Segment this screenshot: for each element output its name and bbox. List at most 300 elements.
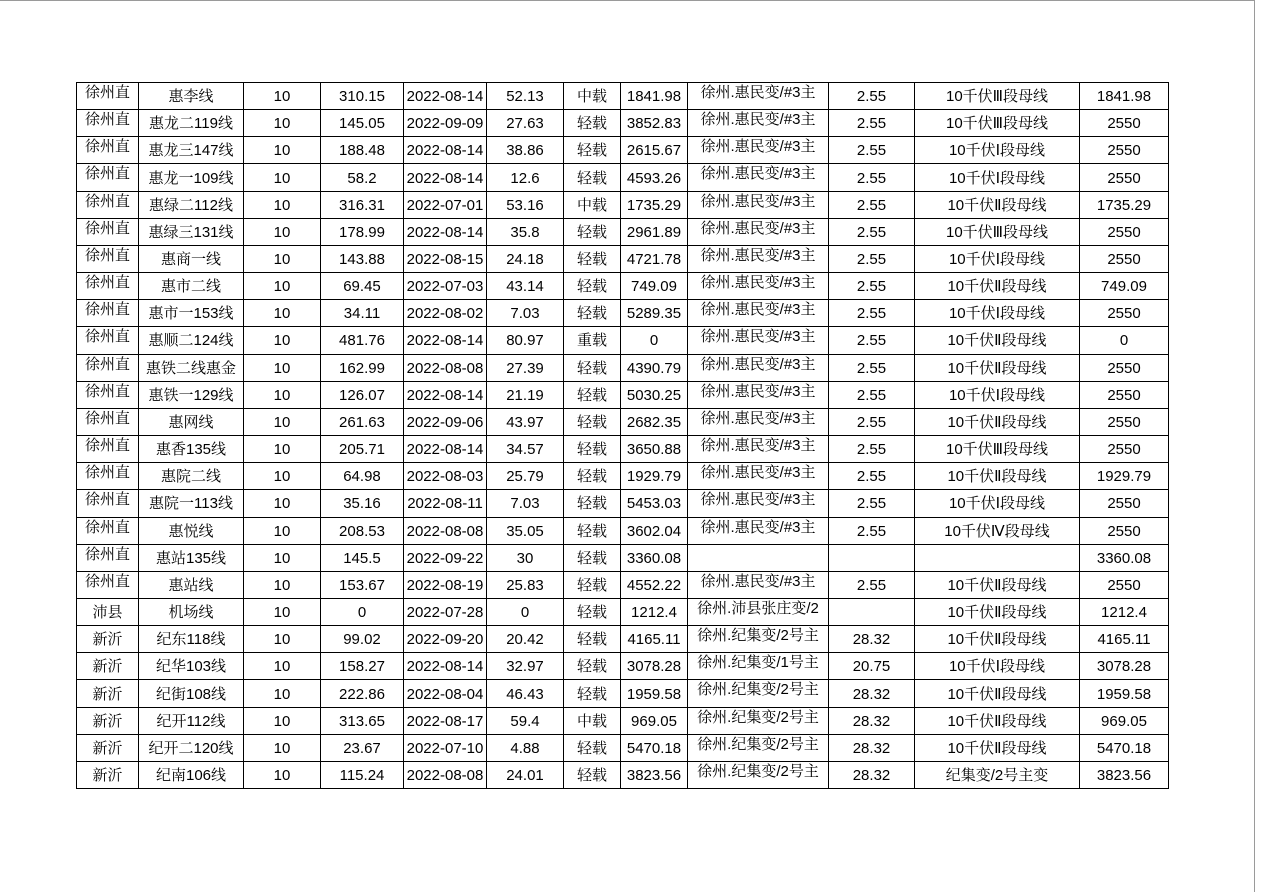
cell-load-rate: 12.6 (487, 164, 564, 191)
cell-line-name: 惠网线 (139, 409, 244, 436)
cell-date: 2022-09-06 (404, 409, 487, 436)
cell-date: 2022-08-02 (404, 300, 487, 327)
cell-date: 2022-07-28 (404, 599, 487, 626)
table-row (77, 708, 1169, 735)
cell-value-b: 969.05 (621, 708, 688, 735)
cell-value-a: 126.07 (321, 382, 404, 409)
table-row (77, 164, 1169, 191)
table-row (77, 436, 1169, 463)
cell-load-status: 轻载 (564, 735, 621, 762)
cell-load-rate: 24.01 (487, 762, 564, 789)
cell-substation: 徐州.惠民变/#3主 (688, 436, 829, 463)
cell-bus: 10千伏Ⅱ段母线 (915, 463, 1080, 490)
cell-date: 2022-08-14 (404, 436, 487, 463)
cell-area: 徐州直 (77, 192, 139, 219)
cell-load-rate: 43.14 (487, 273, 564, 300)
cell-date: 2022-08-04 (404, 680, 487, 707)
cell-load-status: 轻载 (564, 355, 621, 382)
cell-date: 2022-08-14 (404, 653, 487, 680)
cell-value-b: 2961.89 (621, 219, 688, 246)
cell-value-c: 2.55 (829, 273, 915, 300)
cell-load-rate: 27.63 (487, 110, 564, 137)
cell-area: 徐州直 (77, 110, 139, 137)
cell-area: 徐州直 (77, 463, 139, 490)
cell-area: 徐州直 (77, 83, 139, 110)
cell-value-c: 2.55 (829, 137, 915, 164)
cell-load-status: 轻载 (564, 273, 621, 300)
table-row (77, 246, 1169, 273)
cell-area: 徐州直 (77, 355, 139, 382)
cell-value-d: 5470.18 (1080, 735, 1169, 762)
cell-value-d: 1959.58 (1080, 680, 1169, 707)
cell-substation: 徐州.纪集变/2号主 (688, 762, 829, 789)
cell-value-a: 162.99 (321, 355, 404, 382)
cell-value-b: 3823.56 (621, 762, 688, 789)
cell-value-d: 1212.4 (1080, 599, 1169, 626)
cell-load-rate: 52.13 (487, 83, 564, 110)
table-row (77, 653, 1169, 680)
cell-load-rate: 25.83 (487, 572, 564, 599)
cell-value-a: 481.76 (321, 327, 404, 354)
cell-value-d: 3078.28 (1080, 653, 1169, 680)
cell-voltage: 10 (244, 110, 321, 137)
cell-bus: 10千伏Ⅰ段母线 (915, 300, 1080, 327)
cell-line-name: 惠悦线 (139, 518, 244, 545)
cell-value-a: 222.86 (321, 680, 404, 707)
cell-date: 2022-08-17 (404, 708, 487, 735)
cell-value-c: 2.55 (829, 219, 915, 246)
table-row (77, 219, 1169, 246)
cell-value-c: 2.55 (829, 436, 915, 463)
cell-substation: 徐州.惠民变/#3主 (688, 518, 829, 545)
cell-date: 2022-09-20 (404, 626, 487, 653)
cell-line-name: 惠顺二124线 (139, 327, 244, 354)
cell-substation: 徐州.惠民变/#3主 (688, 110, 829, 137)
cell-load-status: 重载 (564, 327, 621, 354)
table-row (77, 626, 1169, 653)
table-row (77, 273, 1169, 300)
cell-bus: 10千伏Ⅱ段母线 (915, 327, 1080, 354)
cell-load-status: 轻载 (564, 490, 621, 517)
cell-value-b: 0 (621, 327, 688, 354)
cell-load-rate: 53.16 (487, 192, 564, 219)
table-row (77, 355, 1169, 382)
cell-value-b: 4593.26 (621, 164, 688, 191)
cell-date: 2022-08-11 (404, 490, 487, 517)
table-row (77, 137, 1169, 164)
cell-line-name: 机场线 (139, 599, 244, 626)
cell-value-b: 2682.35 (621, 409, 688, 436)
cell-area: 徐州直 (77, 246, 139, 273)
cell-value-a: 145.5 (321, 545, 404, 572)
cell-bus: 10千伏Ⅱ段母线 (915, 273, 1080, 300)
cell-area: 徐州直 (77, 327, 139, 354)
cell-value-c: 2.55 (829, 490, 915, 517)
cell-load-status: 中载 (564, 708, 621, 735)
cell-line-name: 惠绿三131线 (139, 219, 244, 246)
cell-value-a: 23.67 (321, 735, 404, 762)
cell-value-a: 316.31 (321, 192, 404, 219)
cell-voltage: 10 (244, 300, 321, 327)
cell-line-name: 纪南106线 (139, 762, 244, 789)
cell-load-rate: 34.57 (487, 436, 564, 463)
cell-value-d: 969.05 (1080, 708, 1169, 735)
table-row (77, 735, 1169, 762)
cell-bus: 10千伏Ⅰ段母线 (915, 490, 1080, 517)
cell-load-rate: 32.97 (487, 653, 564, 680)
cell-date: 2022-08-14 (404, 327, 487, 354)
cell-substation: 徐州.惠民变/#3主 (688, 382, 829, 409)
cell-load-status: 轻载 (564, 545, 621, 572)
cell-substation: 徐州.惠民变/#3主 (688, 83, 829, 110)
cell-load-status: 轻载 (564, 409, 621, 436)
cell-voltage: 10 (244, 572, 321, 599)
cell-voltage: 10 (244, 327, 321, 354)
cell-substation: 徐州.惠民变/#3主 (688, 273, 829, 300)
cell-load-rate: 21.19 (487, 382, 564, 409)
cell-area: 新沂 (77, 735, 139, 762)
cell-value-d: 4165.11 (1080, 626, 1169, 653)
cell-value-a: 99.02 (321, 626, 404, 653)
cell-value-a: 153.67 (321, 572, 404, 599)
cell-value-c: 20.75 (829, 653, 915, 680)
cell-substation: 徐州.惠民变/#3主 (688, 327, 829, 354)
cell-voltage: 10 (244, 83, 321, 110)
cell-value-b: 3360.08 (621, 545, 688, 572)
cell-load-rate: 38.86 (487, 137, 564, 164)
cell-bus (915, 545, 1080, 572)
cell-load-rate: 7.03 (487, 300, 564, 327)
cell-line-name: 惠市一153线 (139, 300, 244, 327)
cell-value-c: 28.32 (829, 708, 915, 735)
cell-date: 2022-08-14 (404, 164, 487, 191)
cell-value-d: 2550 (1080, 246, 1169, 273)
cell-bus: 10千伏Ⅳ段母线 (915, 518, 1080, 545)
cell-bus: 10千伏Ⅱ段母线 (915, 735, 1080, 762)
cell-bus: 10千伏Ⅲ段母线 (915, 83, 1080, 110)
cell-voltage: 10 (244, 382, 321, 409)
cell-area: 徐州直 (77, 300, 139, 327)
cell-line-name: 惠绿二112线 (139, 192, 244, 219)
cell-load-rate: 4.88 (487, 735, 564, 762)
cell-date: 2022-08-08 (404, 762, 487, 789)
cell-date: 2022-09-22 (404, 545, 487, 572)
cell-area: 徐州直 (77, 164, 139, 191)
cell-load-status: 轻载 (564, 164, 621, 191)
cell-line-name: 惠铁二线惠金 (139, 355, 244, 382)
cell-date: 2022-08-03 (404, 463, 487, 490)
cell-line-name: 惠龙一109线 (139, 164, 244, 191)
cell-substation: 徐州.惠民变/#3主 (688, 463, 829, 490)
cell-area: 徐州直 (77, 545, 139, 572)
table-row (77, 192, 1169, 219)
cell-voltage: 10 (244, 192, 321, 219)
cell-voltage: 10 (244, 164, 321, 191)
cell-line-name: 惠李线 (139, 83, 244, 110)
cell-bus: 10千伏Ⅰ段母线 (915, 137, 1080, 164)
table-row (77, 382, 1169, 409)
cell-bus: 10千伏Ⅰ段母线 (915, 246, 1080, 273)
table-row (77, 463, 1169, 490)
cell-bus: 10千伏Ⅲ段母线 (915, 436, 1080, 463)
cell-line-name: 惠站线 (139, 572, 244, 599)
cell-bus: 10千伏Ⅱ段母线 (915, 355, 1080, 382)
cell-date: 2022-07-10 (404, 735, 487, 762)
cell-line-name: 惠院一113线 (139, 490, 244, 517)
cell-bus: 10千伏Ⅲ段母线 (915, 110, 1080, 137)
cell-load-status: 轻载 (564, 599, 621, 626)
cell-date: 2022-09-09 (404, 110, 487, 137)
cell-value-d: 749.09 (1080, 273, 1169, 300)
cell-substation: 徐州.纪集变/1号主 (688, 653, 829, 680)
cell-load-rate: 43.97 (487, 409, 564, 436)
cell-load-status: 轻载 (564, 246, 621, 273)
cell-value-d: 2550 (1080, 490, 1169, 517)
cell-line-name: 纪开112线 (139, 708, 244, 735)
cell-value-d: 2550 (1080, 436, 1169, 463)
cell-value-c: 2.55 (829, 83, 915, 110)
cell-value-b: 3602.04 (621, 518, 688, 545)
table-row (77, 110, 1169, 137)
cell-bus: 10千伏Ⅱ段母线 (915, 626, 1080, 653)
cell-load-status: 轻载 (564, 762, 621, 789)
cell-area: 新沂 (77, 626, 139, 653)
cell-bus: 10千伏Ⅲ段母线 (915, 219, 1080, 246)
cell-date: 2022-08-14 (404, 382, 487, 409)
cell-voltage: 10 (244, 518, 321, 545)
cell-line-name: 惠市二线 (139, 273, 244, 300)
cell-load-rate: 80.97 (487, 327, 564, 354)
cell-value-b: 5289.35 (621, 300, 688, 327)
cell-area: 徐州直 (77, 273, 139, 300)
cell-value-d: 3823.56 (1080, 762, 1169, 789)
cell-line-name: 惠院二线 (139, 463, 244, 490)
cell-value-c: 2.55 (829, 355, 915, 382)
cell-substation: 徐州.纪集变/2号主 (688, 626, 829, 653)
cell-bus: 10千伏Ⅰ段母线 (915, 653, 1080, 680)
cell-voltage: 10 (244, 355, 321, 382)
cell-value-d: 3360.08 (1080, 545, 1169, 572)
cell-area: 徐州直 (77, 572, 139, 599)
cell-value-c: 2.55 (829, 300, 915, 327)
cell-value-b: 2615.67 (621, 137, 688, 164)
cell-area: 徐州直 (77, 518, 139, 545)
cell-line-name: 惠香135线 (139, 436, 244, 463)
cell-substation: 徐州.沛县张庄变/2 (688, 599, 829, 626)
cell-substation: 徐州.纪集变/2号主 (688, 680, 829, 707)
cell-value-d: 2550 (1080, 164, 1169, 191)
cell-bus: 10千伏Ⅱ段母线 (915, 572, 1080, 599)
cell-date: 2022-08-14 (404, 219, 487, 246)
cell-date: 2022-08-08 (404, 355, 487, 382)
cell-value-b: 4165.11 (621, 626, 688, 653)
cell-load-rate: 25.79 (487, 463, 564, 490)
cell-value-b: 4552.22 (621, 572, 688, 599)
cell-value-d: 2550 (1080, 110, 1169, 137)
cell-substation: 徐州.惠民变/#3主 (688, 490, 829, 517)
table-row (77, 409, 1169, 436)
cell-value-d: 2550 (1080, 300, 1169, 327)
cell-voltage: 10 (244, 680, 321, 707)
cell-date: 2022-08-15 (404, 246, 487, 273)
cell-value-b: 1735.29 (621, 192, 688, 219)
cell-value-c (829, 599, 915, 626)
cell-substation: 徐州.惠民变/#3主 (688, 355, 829, 382)
cell-area: 沛县 (77, 599, 139, 626)
cell-bus: 10千伏Ⅱ段母线 (915, 409, 1080, 436)
cell-bus: 10千伏Ⅱ段母线 (915, 599, 1080, 626)
cell-value-d: 2550 (1080, 219, 1169, 246)
cell-value-d: 1841.98 (1080, 83, 1169, 110)
cell-voltage: 10 (244, 490, 321, 517)
cell-area: 徐州直 (77, 137, 139, 164)
cell-value-b: 1959.58 (621, 680, 688, 707)
cell-value-a: 261.63 (321, 409, 404, 436)
cell-voltage: 10 (244, 762, 321, 789)
cell-load-rate: 30 (487, 545, 564, 572)
table-row (77, 680, 1169, 707)
cell-value-a: 115.24 (321, 762, 404, 789)
cell-bus: 10千伏Ⅱ段母线 (915, 708, 1080, 735)
table-row (77, 327, 1169, 354)
cell-value-a: 64.98 (321, 463, 404, 490)
cell-area: 新沂 (77, 653, 139, 680)
cell-value-a: 188.48 (321, 137, 404, 164)
cell-voltage: 10 (244, 219, 321, 246)
cell-voltage: 10 (244, 463, 321, 490)
cell-value-b: 5470.18 (621, 735, 688, 762)
cell-value-c: 2.55 (829, 110, 915, 137)
cell-bus: 10千伏Ⅱ段母线 (915, 192, 1080, 219)
cell-value-c: 2.55 (829, 409, 915, 436)
cell-substation: 徐州.惠民变/#3主 (688, 409, 829, 436)
cell-value-c: 28.32 (829, 626, 915, 653)
table-row (77, 83, 1169, 110)
cell-substation: 徐州.惠民变/#3主 (688, 300, 829, 327)
cell-substation: 徐州.惠民变/#3主 (688, 572, 829, 599)
cell-line-name: 惠龙二119线 (139, 110, 244, 137)
cell-value-d: 2550 (1080, 382, 1169, 409)
cell-line-name: 惠龙三147线 (139, 137, 244, 164)
cell-value-a: 205.71 (321, 436, 404, 463)
cell-value-a: 143.88 (321, 246, 404, 273)
cell-area: 徐州直 (77, 409, 139, 436)
cell-date: 2022-08-14 (404, 83, 487, 110)
data-table (76, 82, 1169, 789)
cell-date: 2022-07-03 (404, 273, 487, 300)
cell-load-rate: 27.39 (487, 355, 564, 382)
cell-load-status: 中载 (564, 83, 621, 110)
cell-load-status: 中载 (564, 192, 621, 219)
cell-value-c: 28.32 (829, 735, 915, 762)
cell-value-b: 4721.78 (621, 246, 688, 273)
cell-date: 2022-08-08 (404, 518, 487, 545)
cell-voltage: 10 (244, 137, 321, 164)
cell-load-rate: 46.43 (487, 680, 564, 707)
cell-line-name: 惠商一线 (139, 246, 244, 273)
cell-value-a: 208.53 (321, 518, 404, 545)
cell-voltage: 10 (244, 409, 321, 436)
cell-value-b: 3078.28 (621, 653, 688, 680)
cell-load-status: 轻载 (564, 463, 621, 490)
cell-value-c: 2.55 (829, 246, 915, 273)
cell-date: 2022-07-01 (404, 192, 487, 219)
cell-value-d: 0 (1080, 327, 1169, 354)
cell-voltage: 10 (244, 599, 321, 626)
cell-line-name: 纪街108线 (139, 680, 244, 707)
cell-voltage: 10 (244, 626, 321, 653)
cell-value-a: 158.27 (321, 653, 404, 680)
cell-value-c: 28.32 (829, 680, 915, 707)
cell-value-b: 1212.4 (621, 599, 688, 626)
cell-line-name: 惠铁一129线 (139, 382, 244, 409)
cell-load-rate: 7.03 (487, 490, 564, 517)
cell-value-c: 2.55 (829, 518, 915, 545)
cell-voltage: 10 (244, 246, 321, 273)
cell-load-status: 轻载 (564, 110, 621, 137)
cell-value-a: 310.15 (321, 83, 404, 110)
cell-bus: 10千伏Ⅰ段母线 (915, 164, 1080, 191)
cell-bus: 10千伏Ⅰ段母线 (915, 382, 1080, 409)
cell-value-c: 2.55 (829, 164, 915, 191)
cell-date: 2022-08-19 (404, 572, 487, 599)
cell-value-d: 2550 (1080, 137, 1169, 164)
cell-value-b: 5453.03 (621, 490, 688, 517)
cell-value-a: 313.65 (321, 708, 404, 735)
table-row (77, 572, 1169, 599)
table-row (77, 490, 1169, 517)
cell-value-a: 35.16 (321, 490, 404, 517)
cell-bus: 10千伏Ⅱ段母线 (915, 680, 1080, 707)
cell-value-c: 2.55 (829, 572, 915, 599)
cell-voltage: 10 (244, 436, 321, 463)
cell-substation: 徐州.惠民变/#3主 (688, 192, 829, 219)
cell-load-rate: 20.42 (487, 626, 564, 653)
table-row (77, 599, 1169, 626)
cell-load-status: 轻载 (564, 572, 621, 599)
cell-load-status: 轻载 (564, 219, 621, 246)
cell-value-d: 2550 (1080, 409, 1169, 436)
cell-load-status: 轻载 (564, 382, 621, 409)
cell-area: 徐州直 (77, 436, 139, 463)
cell-value-a: 58.2 (321, 164, 404, 191)
cell-voltage: 10 (244, 735, 321, 762)
cell-area: 徐州直 (77, 490, 139, 517)
cell-substation (688, 545, 829, 572)
cell-load-status: 轻载 (564, 436, 621, 463)
cell-value-d: 2550 (1080, 518, 1169, 545)
cell-area: 新沂 (77, 680, 139, 707)
table-row (77, 762, 1169, 789)
cell-value-b: 749.09 (621, 273, 688, 300)
cell-substation: 徐州.惠民变/#3主 (688, 246, 829, 273)
table-row (77, 518, 1169, 545)
cell-value-a: 69.45 (321, 273, 404, 300)
cell-area: 徐州直 (77, 382, 139, 409)
cell-area: 徐州直 (77, 219, 139, 246)
cell-load-rate: 35.05 (487, 518, 564, 545)
cell-value-a: 34.11 (321, 300, 404, 327)
cell-value-b: 5030.25 (621, 382, 688, 409)
cell-value-a: 178.99 (321, 219, 404, 246)
cell-load-rate: 35.8 (487, 219, 564, 246)
cell-value-d: 1735.29 (1080, 192, 1169, 219)
cell-voltage: 10 (244, 273, 321, 300)
cell-load-status: 轻载 (564, 300, 621, 327)
cell-substation: 徐州.惠民变/#3主 (688, 219, 829, 246)
cell-voltage: 10 (244, 653, 321, 680)
cell-value-a: 145.05 (321, 110, 404, 137)
